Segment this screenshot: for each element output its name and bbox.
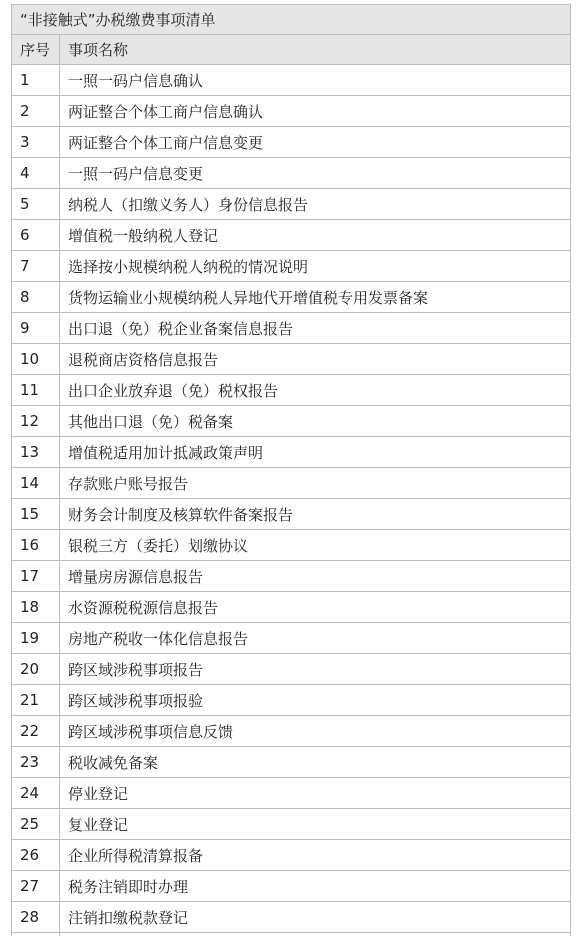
row-item-name: 出口企业放弃退（免）税权报告 — [60, 375, 571, 406]
row-number: 26 — [12, 840, 60, 871]
table-row — [12, 437, 571, 468]
row-number: 28 — [12, 902, 60, 933]
column-header-no: 序号 — [12, 35, 60, 65]
table-row — [12, 65, 571, 96]
row-item-name: 两证整合个体工商户信息变更 — [60, 127, 571, 158]
table-body — [12, 65, 571, 937]
row-item-name: 房地产税收一体化信息报告 — [60, 623, 571, 654]
row-item-name: 税收减免备案 — [60, 747, 571, 778]
row-item-name: 银税三方（委托）划缴协议 — [60, 530, 571, 561]
table-title: “非接触式”办税缴费事项清单 — [12, 5, 571, 35]
table-row — [12, 592, 571, 623]
table-row — [12, 623, 571, 654]
table-row — [12, 902, 571, 933]
table-row — [12, 809, 571, 840]
table-title-row — [12, 5, 571, 35]
table-row — [12, 189, 571, 220]
table-row — [12, 716, 571, 747]
row-item-name: 增量房房源信息报告 — [60, 561, 571, 592]
row-item-name: 注销扣缴税款登记 — [60, 902, 571, 933]
table-row — [12, 251, 571, 282]
row-number: 5 — [12, 189, 60, 220]
row-number: 23 — [12, 747, 60, 778]
table-row — [12, 871, 571, 902]
row-item-name: 一照一码户信息确认 — [60, 65, 571, 96]
row-item-name: 选择按小规模纳税人纳税的情况说明 — [60, 251, 571, 282]
row-number: 24 — [12, 778, 60, 809]
row-item-name: 存款账户账号报告 — [60, 468, 571, 499]
row-item-name: 一照一码户信息变更 — [60, 158, 571, 189]
cut-off-cell — [12, 933, 60, 937]
table-row — [12, 499, 571, 530]
cut-off-cell — [60, 933, 571, 937]
row-number: 9 — [12, 313, 60, 344]
row-number: 22 — [12, 716, 60, 747]
table-row — [12, 840, 571, 871]
row-number: 12 — [12, 406, 60, 437]
row-number: 21 — [12, 685, 60, 716]
row-number: 4 — [12, 158, 60, 189]
table-row — [12, 406, 571, 437]
row-number: 8 — [12, 282, 60, 313]
table-row — [12, 778, 571, 809]
table-row — [12, 127, 571, 158]
row-number: 16 — [12, 530, 60, 561]
table-row — [12, 685, 571, 716]
table-row — [12, 220, 571, 251]
row-item-name: 跨区域涉税事项报验 — [60, 685, 571, 716]
table-row — [12, 530, 571, 561]
row-number: 3 — [12, 127, 60, 158]
row-number: 25 — [12, 809, 60, 840]
row-number: 10 — [12, 344, 60, 375]
row-item-name: 增值税一般纳税人登记 — [60, 220, 571, 251]
table-row-cut-off — [12, 933, 571, 937]
row-number: 6 — [12, 220, 60, 251]
row-item-name: 两证整合个体工商户信息确认 — [60, 96, 571, 127]
table-row — [12, 468, 571, 499]
row-number: 18 — [12, 592, 60, 623]
row-number: 14 — [12, 468, 60, 499]
row-item-name: 跨区域涉税事项信息反馈 — [60, 716, 571, 747]
row-number: 2 — [12, 96, 60, 127]
table-row — [12, 375, 571, 406]
row-item-name: 水资源税税源信息报告 — [60, 592, 571, 623]
row-number: 7 — [12, 251, 60, 282]
table-row — [12, 313, 571, 344]
row-item-name: 增值税适用加计抵减政策声明 — [60, 437, 571, 468]
row-item-name: 纳税人（扣缴义务人）身份信息报告 — [60, 189, 571, 220]
row-number: 17 — [12, 561, 60, 592]
table-row — [12, 158, 571, 189]
table-row — [12, 561, 571, 592]
row-item-name: 其他出口退（免）税备案 — [60, 406, 571, 437]
table-row — [12, 654, 571, 685]
table-row — [12, 96, 571, 127]
table-header-row — [12, 35, 571, 65]
row-number: 13 — [12, 437, 60, 468]
row-item-name: 退税商店资格信息报告 — [60, 344, 571, 375]
row-number: 15 — [12, 499, 60, 530]
row-item-name: 税务注销即时办理 — [60, 871, 571, 902]
table-row — [12, 344, 571, 375]
items-table — [11, 4, 571, 936]
row-item-name: 跨区域涉税事项报告 — [60, 654, 571, 685]
column-header-name: 事项名称 — [60, 35, 571, 65]
table-row — [12, 747, 571, 778]
row-number: 20 — [12, 654, 60, 685]
row-number: 19 — [12, 623, 60, 654]
row-item-name: 出口退（免）税企业备案信息报告 — [60, 313, 571, 344]
row-number: 1 — [12, 65, 60, 96]
row-item-name: 企业所得税清算报备 — [60, 840, 571, 871]
row-number: 27 — [12, 871, 60, 902]
row-item-name: 货物运输业小规模纳税人异地代开增值税专用发票备案 — [60, 282, 571, 313]
row-item-name: 财务会计制度及核算软件备案报告 — [60, 499, 571, 530]
row-item-name: 停业登记 — [60, 778, 571, 809]
row-item-name: 复业登记 — [60, 809, 571, 840]
row-number: 11 — [12, 375, 60, 406]
table-row — [12, 282, 571, 313]
